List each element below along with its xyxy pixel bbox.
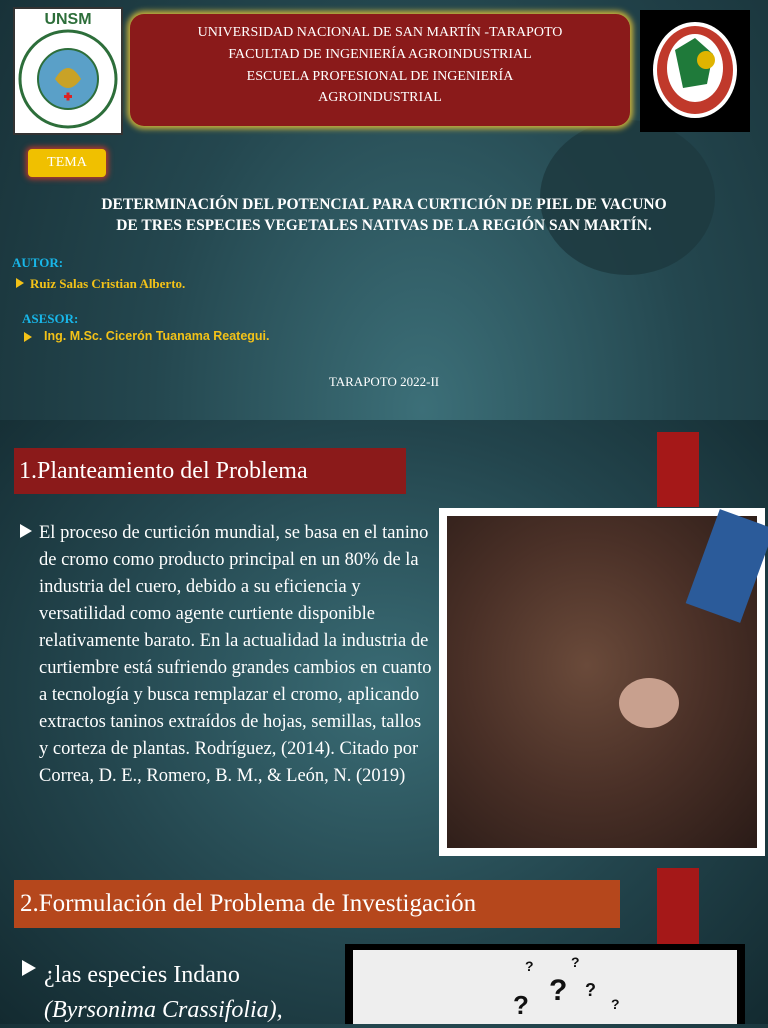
- question-mark-icon: ?: [585, 980, 596, 1000]
- section1-heading: 1.Planteamiento del Problema: [14, 448, 406, 494]
- question-mark-icon: ?: [571, 954, 580, 970]
- section2-question: [44, 958, 344, 1028]
- bullet-triangle-icon: [22, 960, 36, 976]
- decorative-red-bar: [657, 868, 699, 944]
- question-mark-icon: ?: [549, 974, 568, 1007]
- question-mark-icon: ?: [513, 990, 529, 1020]
- bullet-triangle-icon: [20, 524, 32, 538]
- place-date: TARAPOTO 2022-II: [328, 374, 440, 389]
- thesis-title: [20, 194, 748, 236]
- question-mark-icon: ?: [611, 996, 620, 1012]
- title-slide: [0, 0, 768, 420]
- section1-paragraph: El proceso de curtición mundial, se basa en el tanino de cromo como producto principal en un 80% de la industria del cuero, debido a su eficiencia y versatilidad como agente curtiente disponible relativamente barato. En la actualidad la industria de curtiembre está sufriendo grandes cambios en cuanto a tecnología y busca remplazar el cromo, aplicando extractos taninos extraídos de hojas, semillas, tallos y corteza de plantas. Rodríguez, (2014). Citado por Correa, D. E., Romero, B. M., & León, N. (2019): [39, 523, 432, 786]
- thesis-title-line2: DE TRES ESPECIES VEGETALES NATIVAS DE LA REGIÓN SAN MARTÍN.: [116, 217, 652, 234]
- thesis-title-line1: DETERMINACIÓN DEL POTENCIAL PARA CURTICIÓN DE PIEL DE VACUNO: [101, 196, 667, 213]
- tema-badge: TEMA: [28, 149, 106, 177]
- unsm-logo: [13, 7, 123, 135]
- autor-label: AUTOR:: [12, 255, 64, 270]
- school-name-line1: ESCUELA PROFESIONAL DE INGENIERÍA: [246, 69, 514, 84]
- asesor-name: Ing. M.Sc. Cicerón Tuanama Reategui.: [44, 329, 270, 343]
- header-banner: [130, 14, 630, 126]
- bullet-arrow-icon: [16, 278, 24, 288]
- school-name-line2: AGROINDUSTRIAL: [318, 90, 442, 105]
- decorative-red-bar: [657, 432, 699, 507]
- leather-tanning-photo: [439, 508, 765, 856]
- question-line2: (Byrsonima Crassifolia),: [44, 997, 283, 1023]
- autor-name: Ruiz Salas Cristian Alberto.: [30, 276, 186, 291]
- bullet-arrow-icon: [24, 332, 32, 342]
- question-mark-icon: ?: [525, 958, 534, 974]
- question-marks-image: [345, 944, 745, 1024]
- worker-hand: [619, 678, 679, 728]
- faculty-name: FACULTAD DE INGENIERÍA AGROINDUSTRIAL: [228, 47, 532, 62]
- section2-heading: 2.Formulación del Problema de Investigación: [14, 880, 620, 928]
- asesor-label: ASESOR:: [22, 311, 79, 326]
- question-line1: ¿las especies Indano: [44, 962, 240, 988]
- university-name: UNIVERSIDAD NACIONAL DE SAN MARTÍN -TARAPOTO: [197, 25, 563, 40]
- logo-left-top-text: UNSM: [44, 11, 92, 28]
- agroindustrial-logo: [640, 10, 750, 132]
